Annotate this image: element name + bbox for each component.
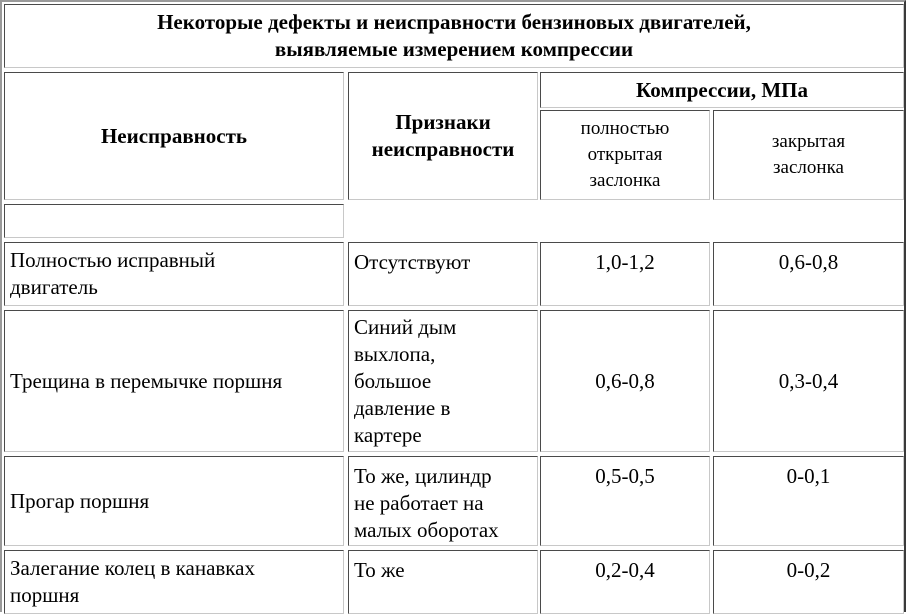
row-2-fault: Трещина в перемычке поршня	[4, 310, 344, 452]
row-1-closed: 0,6-0,8	[713, 242, 904, 306]
row-3-open: 0,5-0,5	[540, 456, 710, 546]
row-3-signs: То же, цилиндр не работает на малых оборотах	[348, 456, 538, 546]
row-2-open: 0,6-0,8	[540, 310, 710, 452]
row-3-closed: 0-0,1	[713, 456, 904, 546]
header-fault: Неисправность	[4, 72, 344, 200]
row-2-closed: 0,3-0,4	[713, 310, 904, 452]
row-3-fault: Прогар поршня	[4, 456, 344, 546]
empty-cell	[4, 204, 344, 238]
row-1-fault: Полностью исправный двигатель	[4, 242, 344, 306]
row-1-signs: Отсутствуют	[348, 242, 538, 306]
row-4-open: 0,2-0,4	[540, 550, 710, 614]
header-open-throttle: полностью открытая заслонка	[540, 110, 710, 200]
header-signs: Признаки неисправности	[348, 72, 538, 200]
row-4-fault: Залегание колец в канавках поршня	[4, 550, 344, 614]
row-4-closed: 0-0,2	[713, 550, 904, 614]
row-4-signs: То же	[348, 550, 538, 614]
row-2-signs: Синий дым выхлопа, большое давление в картере	[348, 310, 538, 452]
header-closed-throttle: закрытая заслонка	[713, 110, 904, 200]
header-compression: Компрессии, МПа	[540, 72, 904, 108]
table-title: Некоторые дефекты и неисправности бензиновых двигателей, выявляемые измерением компрессии	[4, 4, 904, 68]
row-1-open: 1,0-1,2	[540, 242, 710, 306]
